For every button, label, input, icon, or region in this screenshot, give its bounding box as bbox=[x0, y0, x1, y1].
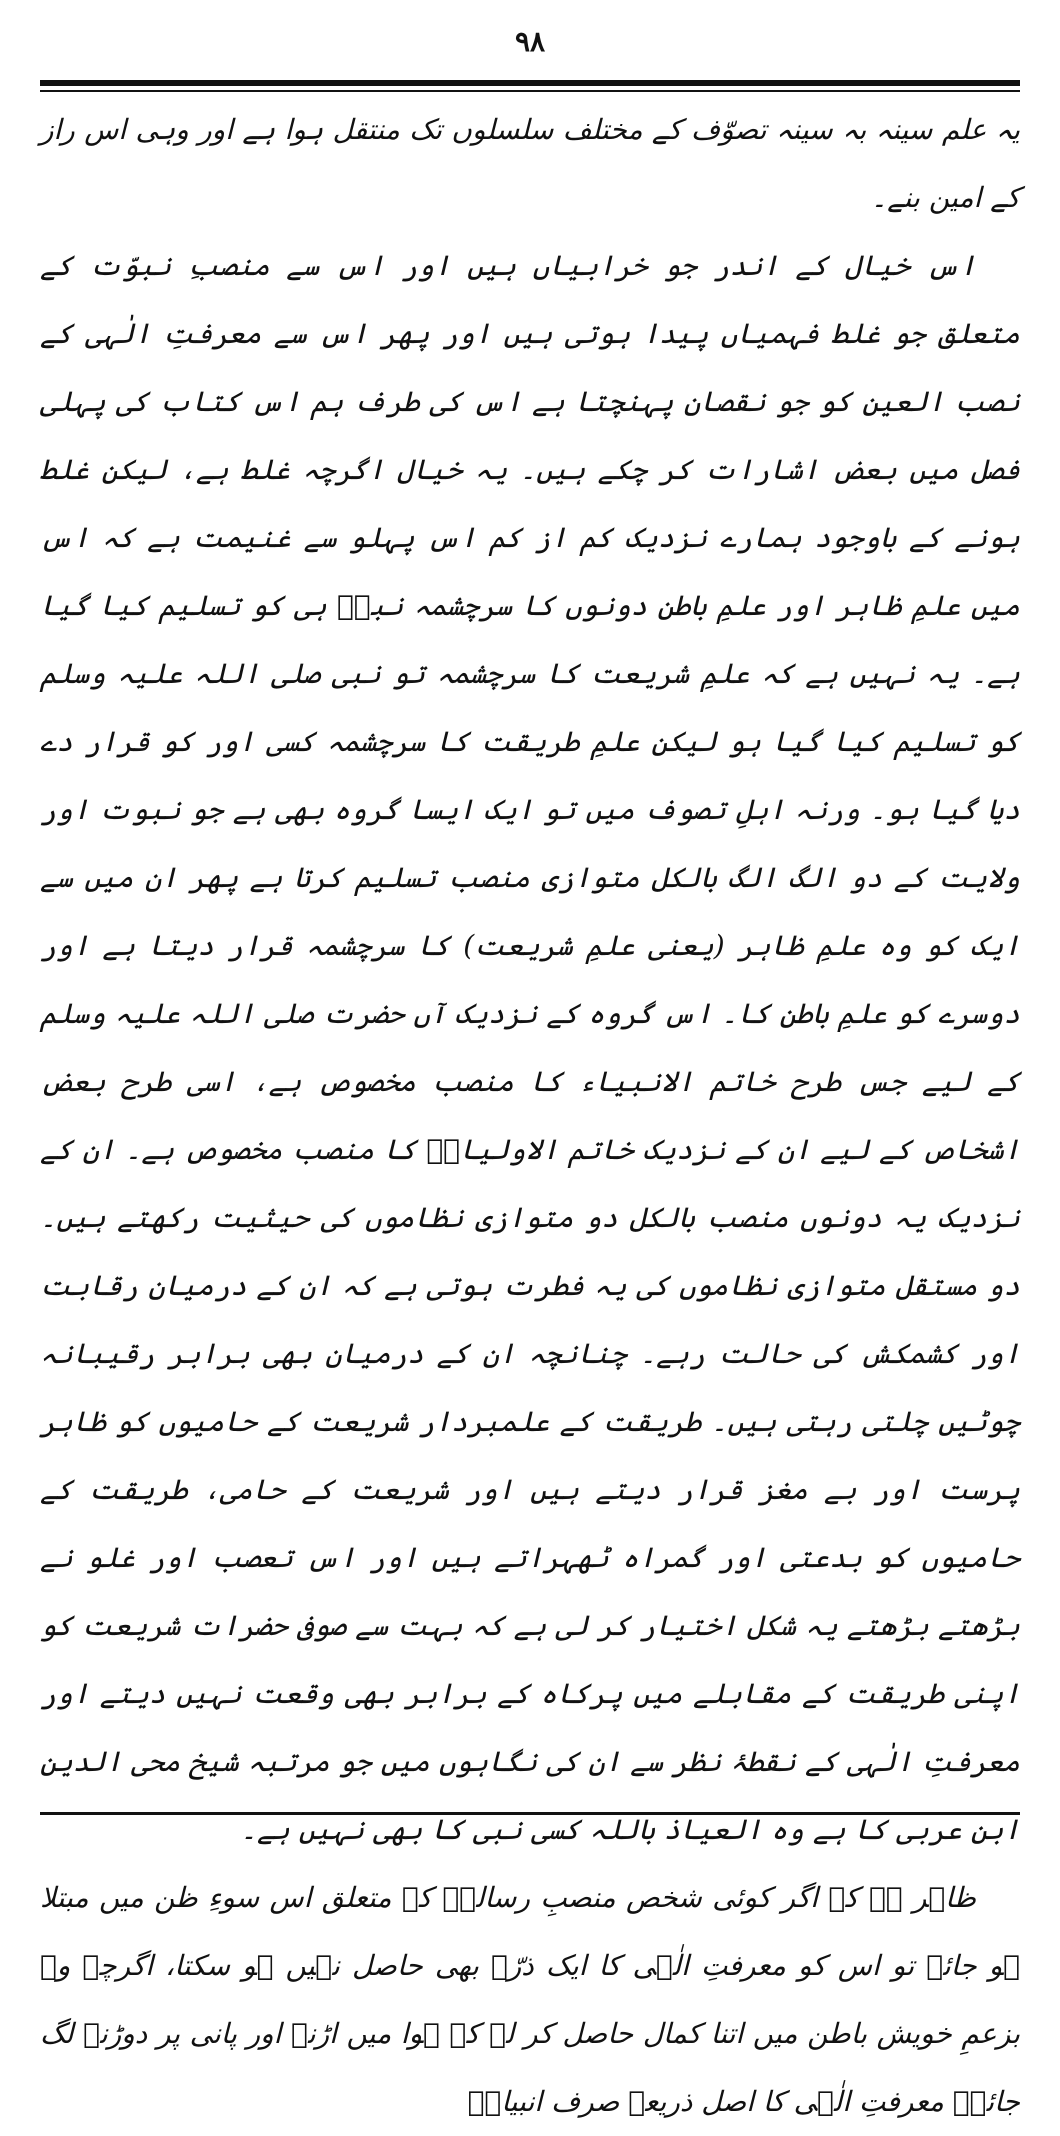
paragraph-3: ظاہر ہے کہ اگر کوئی شخص منصبِ رسالتؐ کے متعلق اس سوءِ ظن میں مبتلا ہو جائے تو اس کو معرفتِ الٰہی کا ایک ذرّہ بھی حاصل نہیں ہو سکتا، اگرچہ وہ بزعمِ خویش باطن میں اتنا کمال حاصل کر لے کہ ہوا میں اڑنے اور پانی پر دوڑنے لگ جائے۔ معرفتِ الٰہی کا اصل ذریعہ صرف انبیاءؑ bbox=[40, 1881, 1020, 2118]
paragraph-1: یہ علم سینہ بہ سینہ تصوّف کے مختلف سلسلوں تک منتقل ہوا ہے اور وہی اس راز کے امین بنے۔ bbox=[40, 113, 1020, 214]
footer-rule bbox=[40, 1812, 1020, 1815]
page-number: ۹۸ bbox=[514, 25, 546, 58]
body-text bbox=[40, 96, 1020, 2118]
header-rule-thick bbox=[40, 80, 1020, 86]
paragraph-2: اس خیال کے اندر جو خرابیاں ہیں اور اس سے منصبِ نبوّت کے متعلق جو غلط فہمیاں پیدا ہوتی ہیں اور پھر اس سے معرفتِ الٰہی کے نصب العین کو جو نقصان پہنچتا ہے اس کی طرف ہم اس کتاب کی پہلی فصل میں بعض اشارات کر چکے ہیں۔ یہ خیال اگرچہ غلط ہے، لیکن غلط ہونے کے باوجود ہمارے نزدیک کم از کم اس پہلو سے غنیمت ہے کہ اس میں علمِ ظاہر اور علمِ باطن دونوں کا سرچشمہ نبیؐ ہی کو تسلیم کیا گیا ہے۔ یہ نہیں ہے کہ علمِ شریعت کا سرچشمہ تو نبی صلی اللہ علیہ وسلم کو تسلیم کیا گیا ہو لیکن علمِ طریقت کا سرچشمہ کسی اور کو قرار دے دیا گیا ہو۔ ورنہ اہلِ تصوف میں تو ایک ایسا گروہ بھی ہے جو نبوت اور ولایت کے دو الگ الگ بالکل متوازی منصب تسلیم کرتا ہے پھر ان میں سے ایک کو وہ علمِ ظاہر (یعنی علمِ شریعت) کا سرچشمہ قرار دیتا ہے اور دوسرے کو علمِ باطن کا۔ اس گروہ کے نزدیک آں حضرت صلی اللہ علیہ وسلم کے لیے جس طرح خاتم الانبیاء کا منصب مخصوص ہے، اسی طرح بعض اشخاص کے لیے ان کے نزدیک خاتم الاولیاءؒ کا منصب مخصوص ہے۔ ان کے نزدیک یہ دونوں منصب بالکل دو متوازی نظاموں کی حیثیت رکھتے ہیں۔ دو مستقل متوازی نظاموں کی یہ فطرت ہوتی ہے کہ ان کے درمیان رقابت اور کشمکش کی حالت رہے۔ چنانچہ ان کے درمیان بھی برابر رقیبانہ چوٹیں چلتی رہتی ہیں۔ طریقت کے علمبردار شریعت کے حامیوں کو ظاہر پرست اور بے مغز قرار دیتے ہیں اور شریعت کے حامی، طریقت کے حامیوں کو بدعتی اور گمراہ ٹھہراتے ہیں اور اس تعصب اور غلو نے بڑھتے بڑھتے یہ شکل اختیار کر لی ہے کہ بہت سے صوفی حضرات شریعت کو اپنی طریقت کے مقابلے میں پرکاہ کے برابر بھی وقعت نہیں دیتے اور معرفتِ الٰہی کے نقطۂ نظر سے ان کی نگاہوں میں جو مرتبہ شیخ محی الدین ابن عربی کا ہے وہ العیاذ باللہ کسی نبی کا بھی نہیں ہے۔ bbox=[40, 249, 1020, 1846]
header-rule-thin bbox=[40, 90, 1020, 92]
